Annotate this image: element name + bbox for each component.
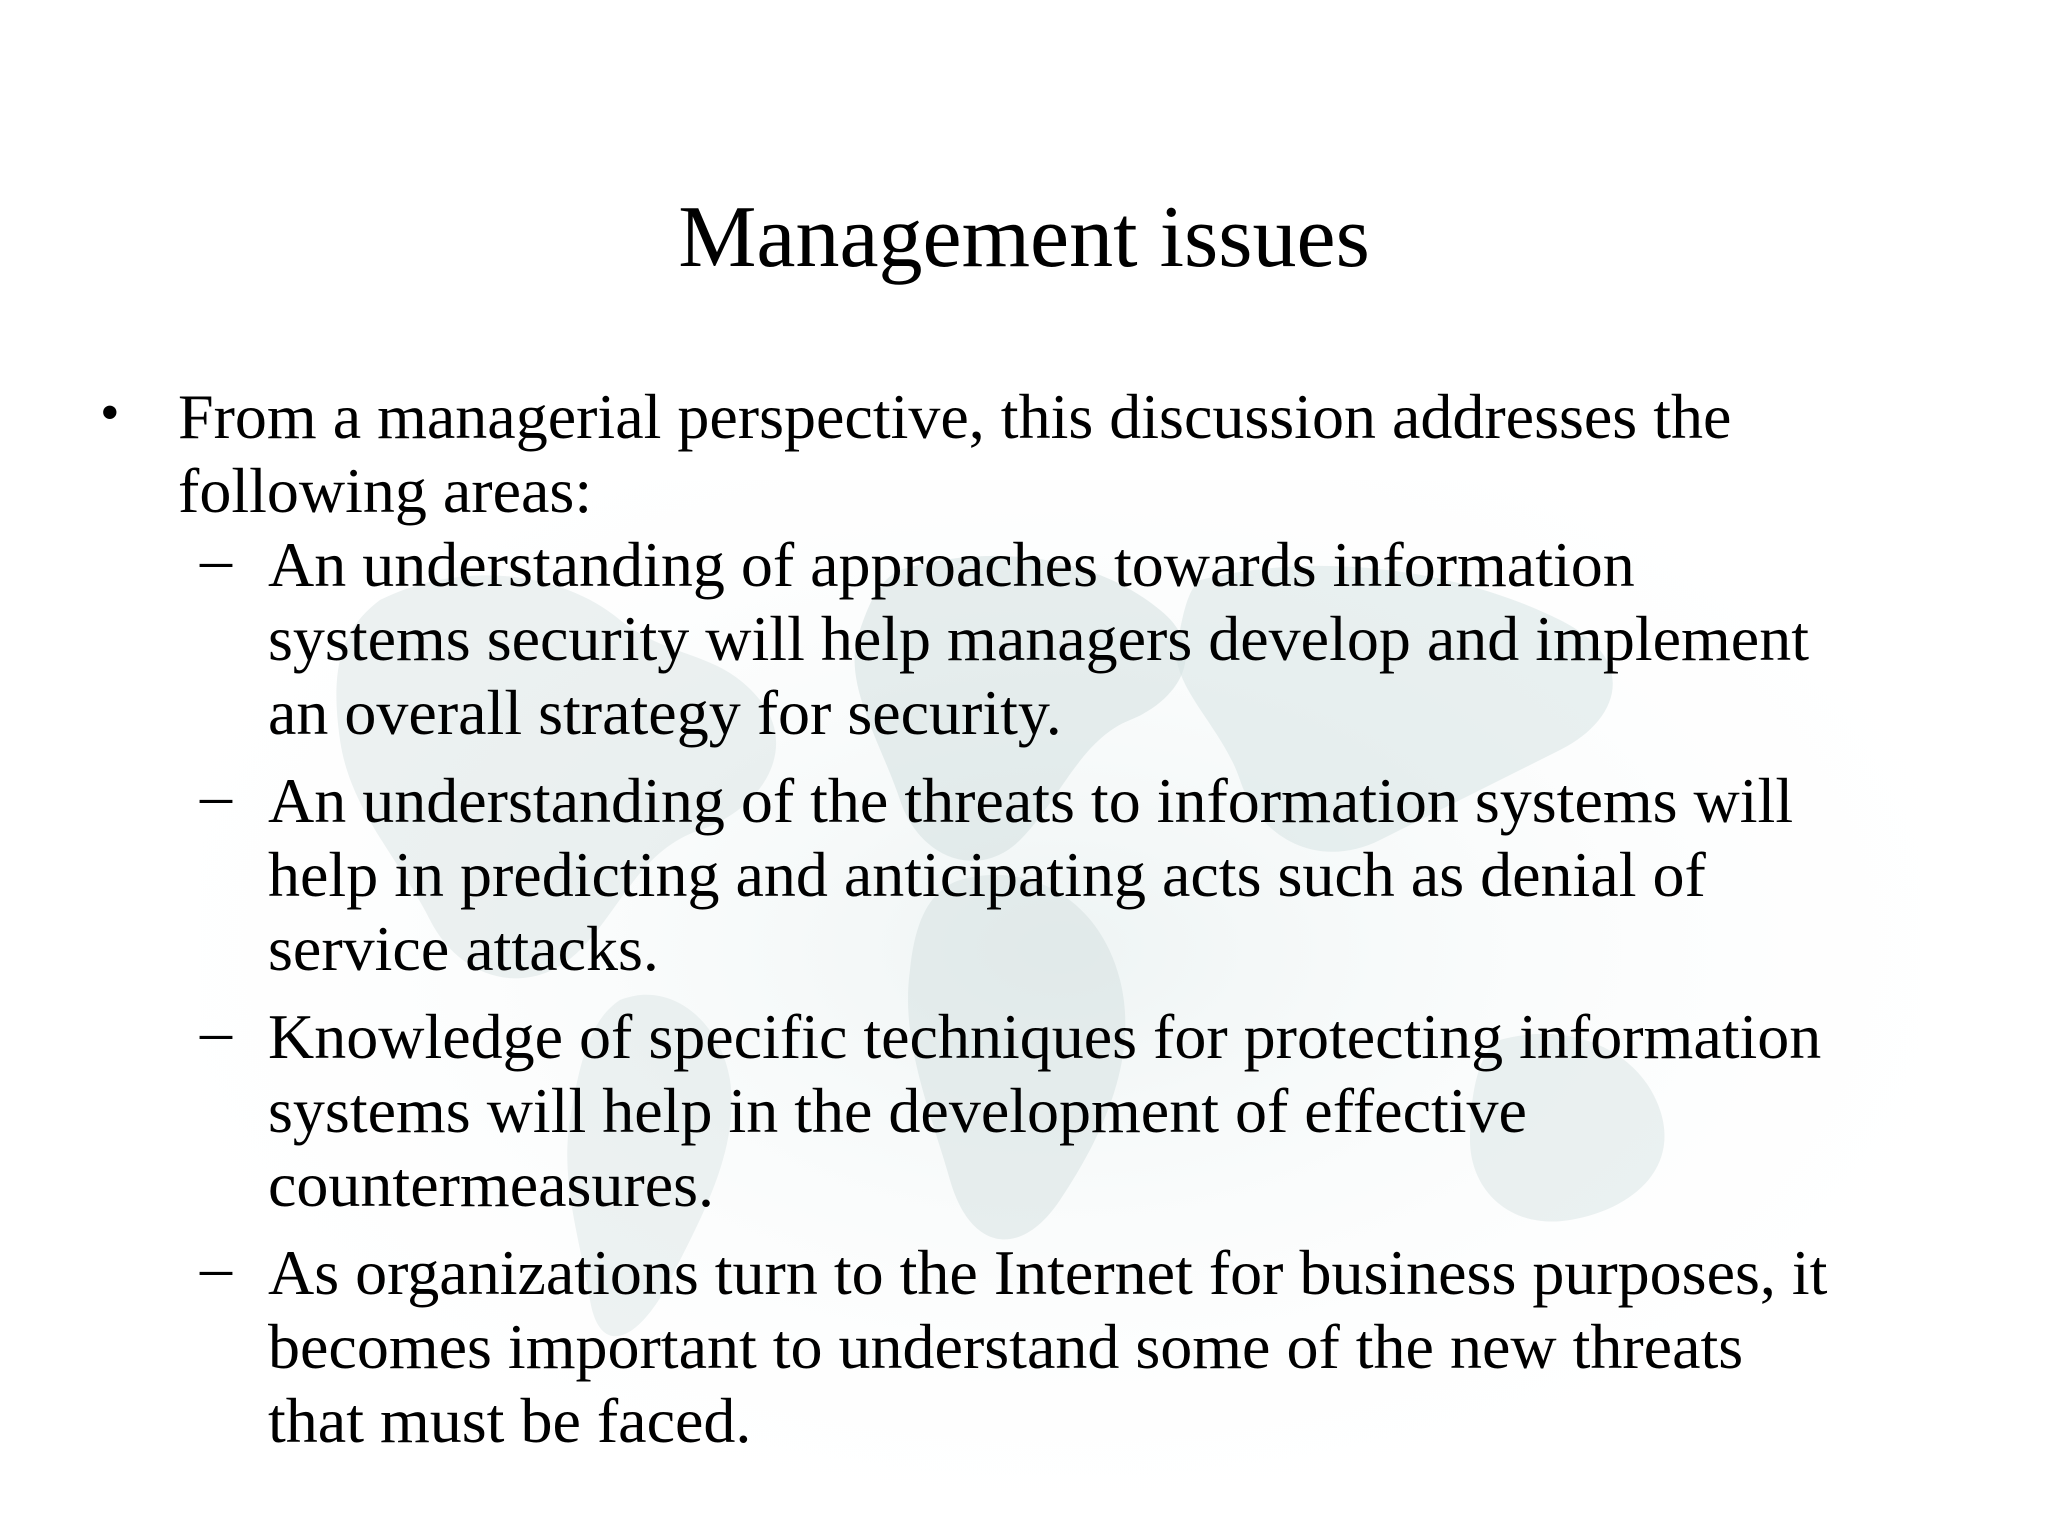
sub-bullet-text: An understanding of approaches towards information systems security will help managers develop and implement an overall strategy for security.	[268, 529, 1809, 748]
dash-icon: –	[200, 1231, 232, 1302]
dash-icon: –	[200, 523, 232, 594]
main-bullet-text: From a managerial perspective, this discussion addresses the following areas:	[178, 381, 1732, 526]
dash-icon: –	[200, 759, 232, 830]
sub-bullet-list	[0, 523, 2048, 1458]
bullet-icon: •	[100, 382, 120, 444]
dash-icon: –	[200, 995, 232, 1066]
sub-bullet-item	[0, 759, 2048, 986]
sub-bullet-item	[0, 523, 2048, 750]
main-bullet	[0, 380, 2048, 528]
sub-bullet-item	[0, 1231, 2048, 1458]
sub-bullet-text: Knowledge of specific techniques for protecting information systems will help in the development of effective countermeasures.	[268, 1001, 1822, 1220]
sub-bullet-item	[0, 995, 2048, 1222]
slide-body	[0, 380, 2048, 1472]
sub-bullet-text: An understanding of the threats to information systems will help in predicting and anticipating acts such as denial of service attacks.	[268, 765, 1794, 984]
sub-bullet-text: As organizations turn to the Internet for business purposes, it becomes important to understand some of the new threats that must be faced.	[268, 1237, 1828, 1456]
slide-title: Management issues	[678, 189, 1370, 286]
